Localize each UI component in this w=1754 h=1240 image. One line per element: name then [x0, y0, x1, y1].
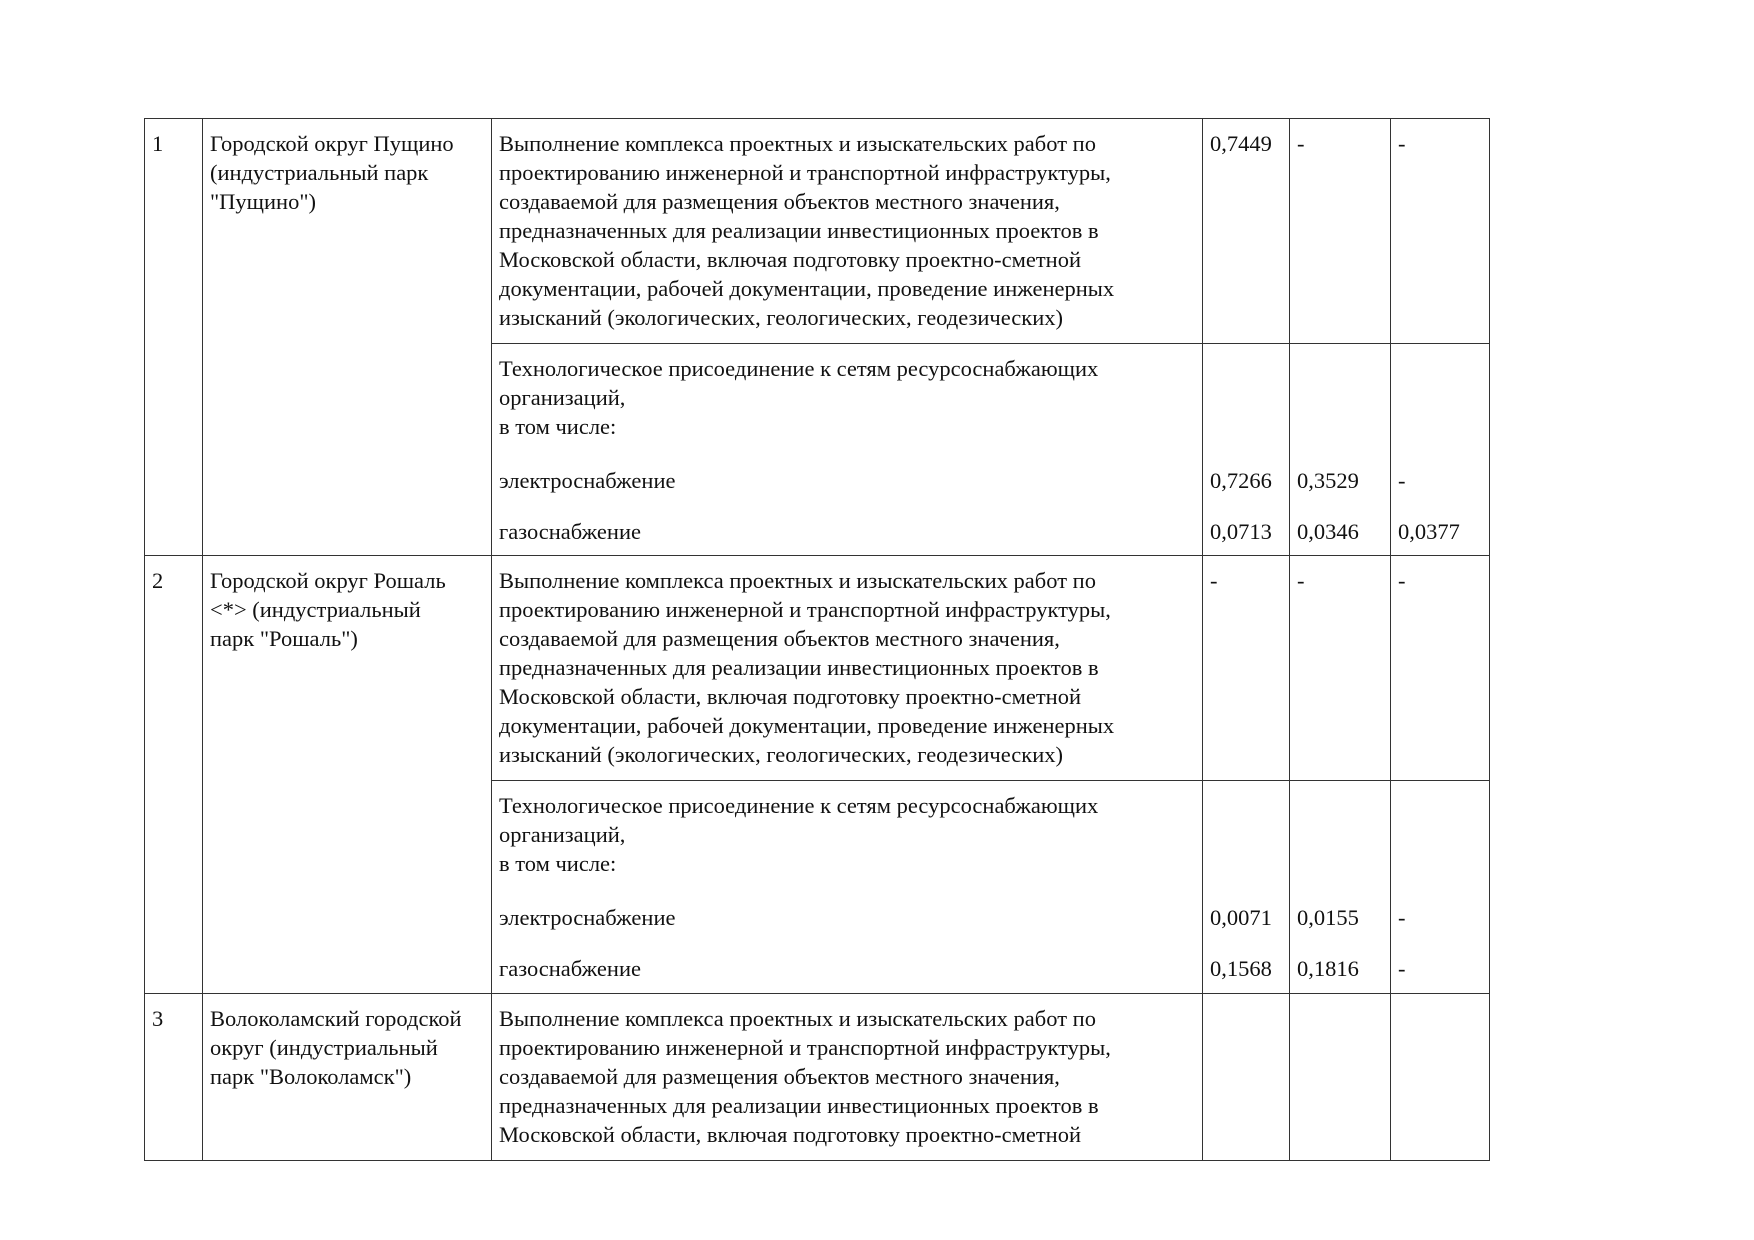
- value-cell: [1391, 994, 1490, 1161]
- value-cell: [1290, 344, 1391, 556]
- table-row: [145, 119, 1490, 344]
- text-line: предназначенных для реализации инвестиционных проектов в: [499, 655, 1099, 680]
- text-line: организаций,: [499, 385, 626, 410]
- municipality-cell: [203, 556, 492, 994]
- value-cell: [1391, 344, 1490, 556]
- electricity-value: 0,0155: [1297, 905, 1359, 930]
- text-line: документации, рабочей документации, проведение инженерных: [499, 276, 1115, 301]
- design-work-cell: [492, 994, 1203, 1161]
- value-cell: [1203, 781, 1290, 994]
- text-line: проектированию инженерной и транспортной инфраструктуры,: [499, 597, 1111, 622]
- value-cell: -: [1391, 119, 1490, 344]
- gas-value: 0,0346: [1297, 519, 1359, 544]
- electricity-label: электроснабжение: [499, 905, 676, 930]
- text-line: создаваемой для размещения объектов местного значения,: [499, 626, 1060, 651]
- text-line: Технологическое присоединение к сетям ресурсоснабжающих: [499, 793, 1099, 818]
- text-line: изысканий (экологических, геологических, геодезических): [499, 305, 1063, 330]
- investment-table: [144, 118, 1490, 1161]
- text-line: изысканий (экологических, геологических, геодезических): [499, 742, 1063, 767]
- value-cell: -: [1290, 119, 1391, 344]
- text-line: Московской области, включая подготовку проектно-сметной: [499, 247, 1081, 272]
- row-number: 2: [145, 556, 203, 994]
- text-line: проектированию инженерной и транспортной инфраструктуры,: [499, 1035, 1111, 1060]
- value-cell: -: [1391, 556, 1490, 781]
- value-cell: 0,7449: [1203, 119, 1290, 344]
- municipality-cell: [203, 119, 492, 556]
- text-line: Выполнение комплекса проектных и изыскательских работ по: [499, 1006, 1096, 1031]
- gas-label: газоснабжение: [499, 519, 641, 544]
- value-cell: -: [1203, 556, 1290, 781]
- text-line: создаваемой для размещения объектов местного значения,: [499, 189, 1060, 214]
- electricity-value: 0,0071: [1210, 905, 1272, 930]
- text-line: Городской округ Рошаль: [210, 568, 446, 593]
- design-work-cell: [492, 556, 1203, 781]
- gas-label: газоснабжение: [499, 956, 641, 981]
- text-line: организаций,: [499, 822, 626, 847]
- gas-value: 0,0377: [1398, 519, 1460, 544]
- table-row: [145, 994, 1490, 1161]
- design-work-cell: [492, 119, 1203, 344]
- text-line: Московской области, включая подготовку проектно-сметной: [499, 1122, 1081, 1147]
- text-line: в том числе:: [499, 414, 617, 439]
- row-number: 1: [145, 119, 203, 556]
- text-line: Волоколамский городской: [210, 1006, 462, 1031]
- text-line: округ (индустриальный: [210, 1035, 438, 1060]
- electricity-value: -: [1398, 905, 1406, 930]
- value-cell: [1203, 994, 1290, 1161]
- text-line: предназначенных для реализации инвестиционных проектов в: [499, 1093, 1099, 1118]
- gas-value: -: [1398, 956, 1406, 981]
- municipality-cell: [203, 994, 492, 1161]
- row-number: 3: [145, 994, 203, 1161]
- text-line: документации, рабочей документации, проведение инженерных: [499, 713, 1115, 738]
- text-line: парк "Волоколамск"): [210, 1064, 412, 1089]
- text-line: Выполнение комплекса проектных и изыскательских работ по: [499, 131, 1096, 156]
- text-line: (индустриальный парк: [210, 160, 429, 185]
- text-line: создаваемой для размещения объектов местного значения,: [499, 1064, 1060, 1089]
- value-cell: [1391, 781, 1490, 994]
- value-cell: [1203, 344, 1290, 556]
- value-cell: [1290, 781, 1391, 994]
- gas-value: 0,1816: [1297, 956, 1359, 981]
- text-line: предназначенных для реализации инвестиционных проектов в: [499, 218, 1099, 243]
- text-line: Городской округ Пущино: [210, 131, 454, 156]
- gas-value: 0,0713: [1210, 519, 1272, 544]
- electricity-label: электроснабжение: [499, 468, 676, 493]
- value-cell: [1290, 994, 1391, 1161]
- table-row: [145, 556, 1490, 781]
- connection-cell: [492, 344, 1203, 556]
- value-cell: -: [1290, 556, 1391, 781]
- gas-value: 0,1568: [1210, 956, 1272, 981]
- electricity-value: -: [1398, 468, 1406, 493]
- text-line: <*> (индустриальный: [210, 597, 421, 622]
- text-line: проектированию инженерной и транспортной инфраструктуры,: [499, 160, 1111, 185]
- connection-cell: [492, 781, 1203, 994]
- text-line: Выполнение комплекса проектных и изыскательских работ по: [499, 568, 1096, 593]
- text-line: "Пущино"): [210, 189, 317, 214]
- electricity-value: 0,3529: [1297, 468, 1359, 493]
- electricity-value: 0,7266: [1210, 468, 1272, 493]
- text-line: Технологическое присоединение к сетям ресурсоснабжающих: [499, 356, 1099, 381]
- text-line: в том числе:: [499, 851, 617, 876]
- text-line: Московской области, включая подготовку проектно-сметной: [499, 684, 1081, 709]
- text-line: парк "Рошаль"): [210, 626, 358, 651]
